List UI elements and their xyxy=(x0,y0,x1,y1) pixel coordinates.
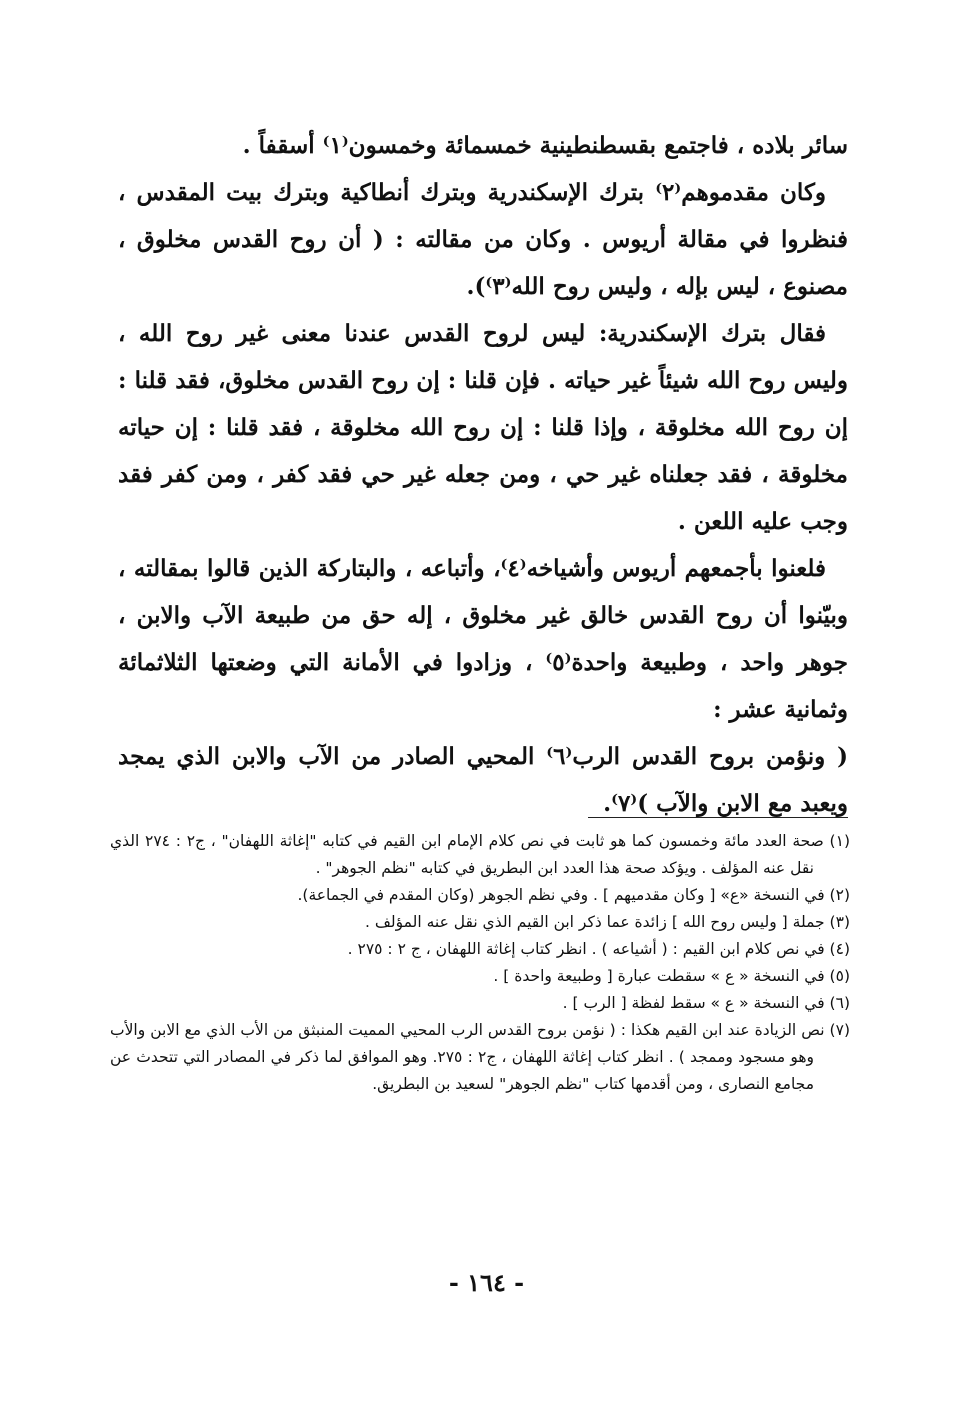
footnote-3: (٣) جملة [ وليس روح الله ] زائدة عما ذكر ابن القيم الذي نقل عنه المؤلف . xyxy=(365,913,850,931)
footnote-6: (٦) في النسخة « ع » سقط لفظة [ الرب ] . xyxy=(562,994,850,1012)
paragraph-3: فقال بترك الإسكندرية: ليس لروح القدس عندنا معنى غير روح الله ، وليس روح الله شيئاً غير حياته . فإن قلنا : إن روح القدس مخلوق، فقد قلنا : إن روح الله مخلوقة ، وإذا قلنا : إن روح الله مخلوقة ، فقد قلنا : إن حياته مخلوقة ، فقد جعلناه غير حي ، ومن جعله غير حي فقد كفر ، ومن كفر فقد وجب عليه اللعن . xyxy=(118,320,848,535)
footnote-1: (١) صحة العدد مائة وخمسون كما هو ثابت في نص كلام الإمام ابن القيم في كتابه "إغاثة اللهفان" ، ج٢ : ٢٧٤ الذي نقل عنه المؤلف . ويؤكد صحة هذا العدد ابن البطريق في كتابه "نظم الجوهر" . xyxy=(110,832,850,877)
paragraph-1: سائر بلاده ، فاجتمع بقسطنطينية خمسمائة وخمسون⁽١⁾ أسقفاً . xyxy=(242,132,848,159)
footnote-7: (٧) نص الزيادة عند ابن القيم هكذا : ( نؤمن بروح القدس الرب المحيي المميت المنبثق من الأب الذي مع الابن والأب وهو مسجود وممجد ) . انظر كتاب إغاثة اللهفان ، ج٢ : ٢٧٥. وهو الموافق لما ذكر في المصادر التي تتحدث عن مجامع النصارى ، ومن أقدمها كتاب "نظم الجوهر" لسعيد بن البطريق. xyxy=(110,1021,850,1093)
footnotes-section xyxy=(110,828,850,1098)
paragraph-5: ( ونؤمن بروح القدس الرب⁽٦⁾ المحيي الصادر من الآب والابن الذي يمجد ويعبد مع الابن والآب )⁽٧⁾. xyxy=(118,743,849,817)
paragraph-4: فلعنوا بأجمعهم أريوس وأشياخه⁽٤⁾، وأتباعه ، والبتاركة الذين قالوا بمقالته ، وبيّنوا أن روح القدس خالق غير مخلوق ، إله حق من طبيعة الآب والابن ، جوهر واحد ، وطبيعة واحدة⁽٥⁾ ، وزادوا في الأمانة التي وضعتها الثلاثمائة وثمانية عشر : xyxy=(118,555,848,723)
paragraph-2: وكان مقدموهم⁽٢⁾ بترك الإسكندرية وبترك أنطاكية وبترك بيت المقدس ، فنظروا في مقالة أريوس . وكان من مقالته : ( أن روح القدس مخلوق ، مصنوع ، ليس بإله ، وليس روح الله⁽٣⁾). xyxy=(118,179,848,300)
footnote-4: (٤) في نص كلام ابن القيم : ( أشياعه ) . انظر كتاب إغاثة اللهفان ، ج ٢ : ٢٧٥ . xyxy=(347,940,850,958)
main-text-body xyxy=(118,122,848,827)
page-number: - ١٦٤ - xyxy=(448,1268,525,1297)
footnote-separator-line xyxy=(588,817,848,818)
footnote-5: (٥) في النسخة « ع » سقطت عبارة [ وطبيعة واحدة ] . xyxy=(493,967,850,985)
footnote-2: (٢) في النسخة «ع» [ وكان مقدميهم ] . وفي نظم الجوهر (وكان المقدم في الجماعة). xyxy=(297,886,850,904)
